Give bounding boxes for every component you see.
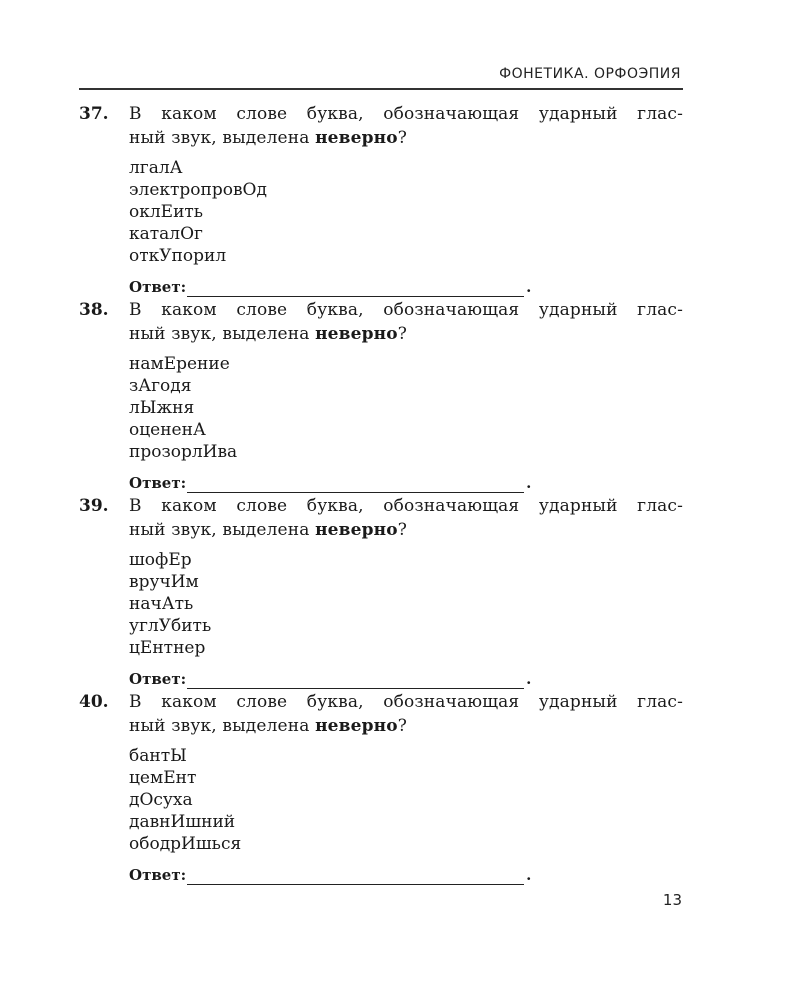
question-body bbox=[129, 494, 683, 689]
option-5: прозорлИва bbox=[129, 442, 238, 462]
question-text-line1: В каком слове буква, обозначающая ударный глас- bbox=[129, 300, 683, 320]
answer-blank-line[interactable] bbox=[187, 673, 524, 689]
answer-options bbox=[129, 353, 683, 463]
option-2: электропровОд bbox=[129, 180, 267, 200]
question-mark: ? bbox=[397, 324, 407, 344]
question-text-line2 bbox=[129, 126, 683, 150]
section-title: ФОНЕТИКА. ОРФОЭПИЯ bbox=[499, 66, 681, 82]
question-body bbox=[129, 102, 683, 297]
answer-label: Ответ: bbox=[129, 670, 187, 688]
option-5: ободрИшься bbox=[129, 834, 242, 854]
question-text-line1: В каком слове буква, обозначающая ударный глас- bbox=[129, 104, 683, 124]
answer-options bbox=[129, 157, 683, 267]
question-text-line1: В каком слове буква, обозначающая ударный глас- bbox=[129, 496, 683, 516]
question-38 bbox=[79, 298, 683, 494]
question-text-line2 bbox=[129, 322, 683, 346]
option-1: шофЕр bbox=[129, 550, 192, 570]
question-mark: ? bbox=[397, 128, 407, 148]
question-text-line2 bbox=[129, 714, 683, 738]
question-mark: ? bbox=[397, 716, 407, 736]
option-2: зАгодя bbox=[129, 376, 192, 396]
option-3: лЫжня bbox=[129, 398, 195, 418]
answer-blank-line[interactable] bbox=[187, 869, 524, 885]
answer-row bbox=[129, 865, 683, 885]
answer-options bbox=[129, 549, 683, 659]
option-3: оклЕить bbox=[129, 202, 204, 222]
running-header bbox=[79, 64, 683, 90]
emphasis-word: неверно bbox=[315, 324, 398, 344]
page-number: 13 bbox=[662, 891, 682, 909]
option-1: намЕрение bbox=[129, 354, 230, 374]
option-3: дОсуха bbox=[129, 790, 193, 810]
answer-options bbox=[129, 745, 683, 855]
answer-period: . bbox=[526, 278, 532, 296]
option-4: давнИшний bbox=[129, 812, 236, 832]
answer-label: Ответ: bbox=[129, 866, 187, 884]
question-text-line2 bbox=[129, 518, 683, 542]
question-39 bbox=[79, 494, 683, 690]
option-2: вручИм bbox=[129, 572, 199, 592]
question-number: 40. bbox=[79, 692, 109, 712]
option-5: цЕнтнер bbox=[129, 638, 206, 658]
question-text-part: ный звук, выделена bbox=[129, 716, 316, 736]
option-3: начАть bbox=[129, 594, 194, 614]
answer-label: Ответ: bbox=[129, 278, 187, 296]
answer-blank-line[interactable] bbox=[187, 477, 524, 493]
question-body bbox=[129, 298, 683, 493]
option-5: откУпорил bbox=[129, 246, 227, 266]
option-4: каталОг bbox=[129, 224, 203, 244]
question-text bbox=[129, 102, 683, 150]
question-text bbox=[129, 690, 683, 738]
question-text-part: ный звук, выделена bbox=[129, 520, 316, 540]
question-text-part: ный звук, выделена bbox=[129, 324, 316, 344]
option-4: углУбить bbox=[129, 616, 212, 636]
emphasis-word: неверно bbox=[315, 520, 398, 540]
questions-list bbox=[79, 102, 683, 886]
question-text bbox=[129, 494, 683, 542]
question-mark: ? bbox=[397, 520, 407, 540]
option-4: оцененА bbox=[129, 420, 206, 440]
question-number: 37. bbox=[79, 104, 109, 124]
option-2: цемЕнт bbox=[129, 768, 197, 788]
answer-period: . bbox=[526, 866, 532, 884]
answer-period: . bbox=[526, 670, 532, 688]
answer-row bbox=[129, 669, 683, 689]
question-37 bbox=[79, 102, 683, 298]
answer-row bbox=[129, 473, 683, 493]
answer-period: . bbox=[526, 474, 532, 492]
question-body bbox=[129, 690, 683, 885]
answer-row bbox=[129, 277, 683, 297]
question-number: 38. bbox=[79, 300, 109, 320]
emphasis-word: неверно bbox=[315, 128, 398, 148]
question-text-part: ный звук, выделена bbox=[129, 128, 316, 148]
emphasis-word: неверно bbox=[315, 716, 398, 736]
question-40 bbox=[79, 690, 683, 886]
answer-blank-line[interactable] bbox=[187, 281, 524, 297]
question-text-line1: В каком слове буква, обозначающая ударный глас- bbox=[129, 692, 683, 712]
question-text bbox=[129, 298, 683, 346]
option-1: бантЫ bbox=[129, 746, 187, 766]
answer-label: Ответ: bbox=[129, 474, 187, 492]
option-1: лгалА bbox=[129, 158, 183, 178]
question-number: 39. bbox=[79, 496, 109, 516]
